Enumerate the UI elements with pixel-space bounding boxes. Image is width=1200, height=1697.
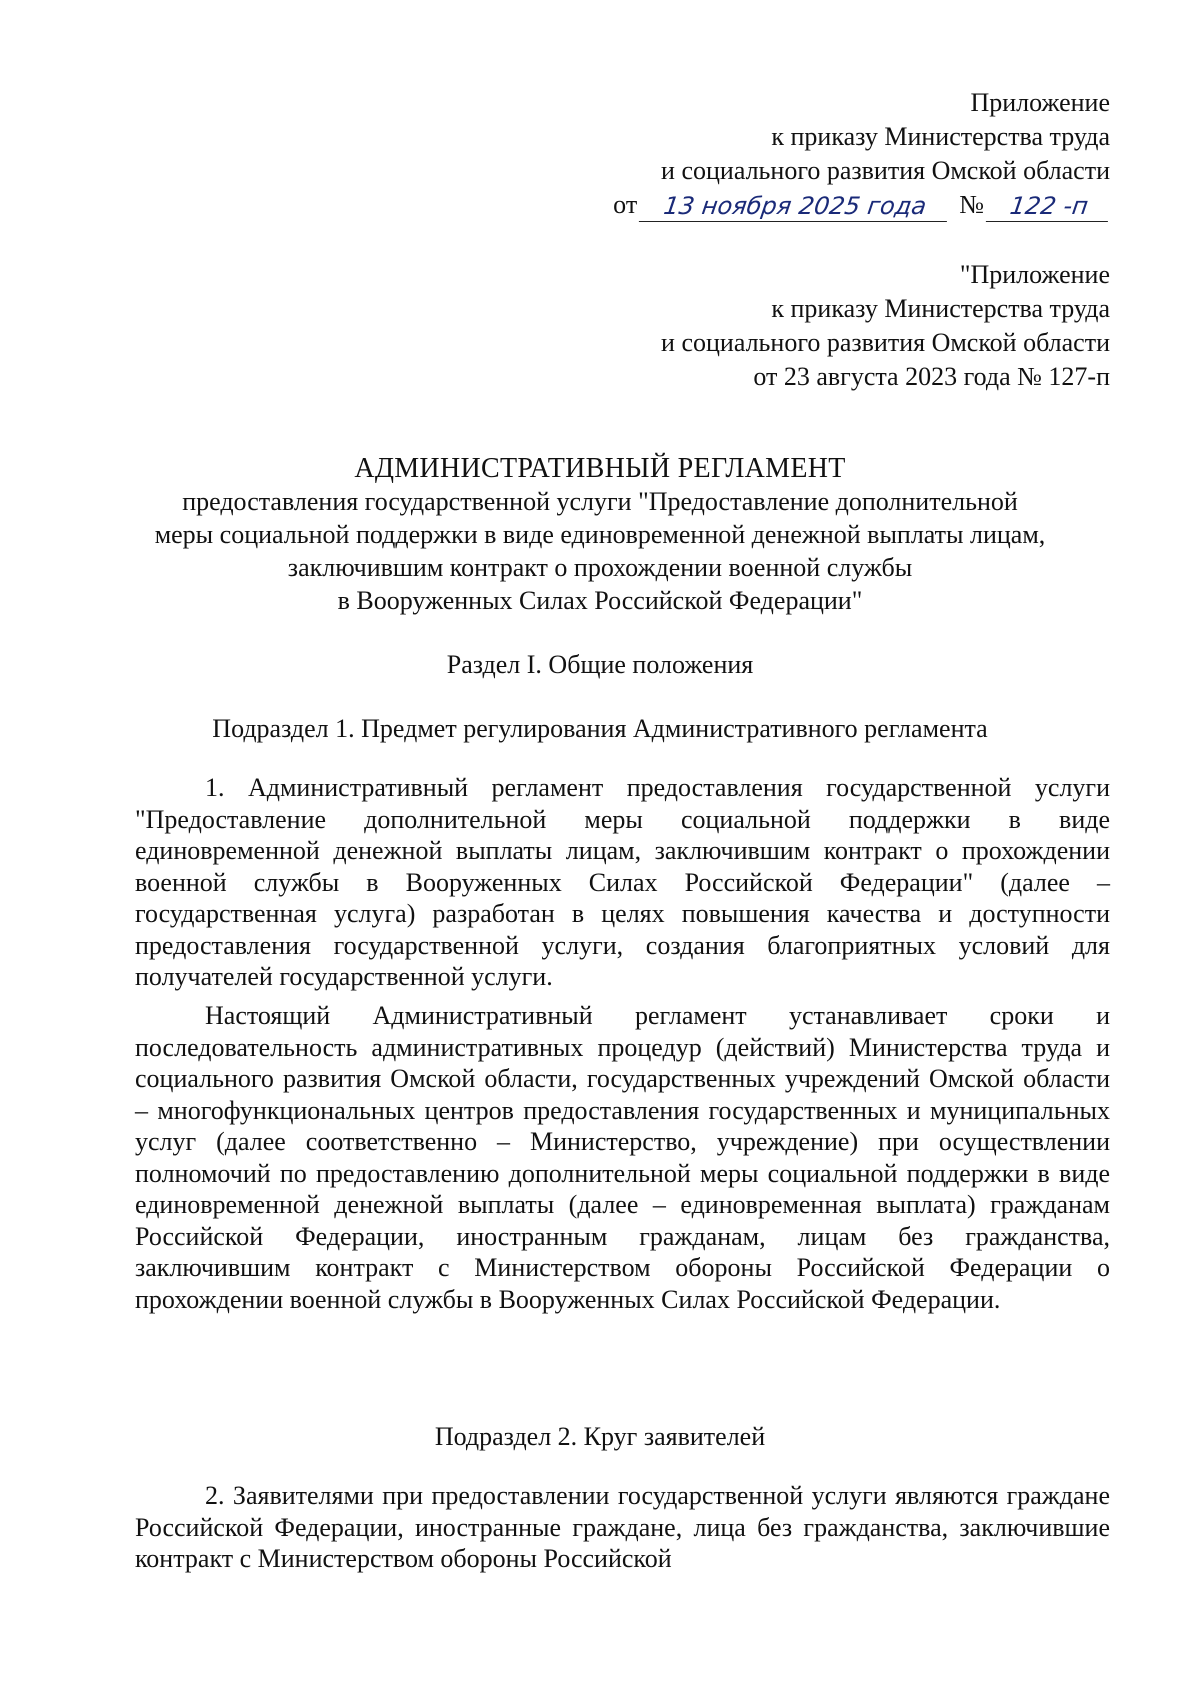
appendix-header-original [661,258,1110,394]
order-reference-line: к приказу Министерства труда [771,122,1110,151]
document-title: АДМИНИСТРАТИВНЫЙ РЕГЛАМЕНТ [354,453,846,484]
original-date-number-line: от 23 августа 2023 года № 127-п [753,362,1110,391]
paragraph-2 [135,1000,1110,1315]
title-subline-4: в Вооруженных Силах Российской Федерации" [337,586,863,615]
original-ministry-line: и социального развития Омской области [661,328,1110,357]
original-appendix-label: "Приложение [959,260,1110,289]
appendix-header-current [613,86,1110,222]
handwritten-date: 13 ноября 2025 года [639,191,951,222]
paragraph-2-text: Настоящий Административный регламент устанавливает сроки и последовательность административных процедур (действий) Министерства труда и социального развития Омской области, государственных учреждений Омской области – многофункциональных центров предоставления государственных и муниципальных услуг (далее соответственно – Министерство, учреждение) при осуществлении полномочий по предоставлению дополнительной меры социальной поддержки в виде единовременной денежной выплаты (далее – единовременная выплата) гражданам Российской Федерации, иностранным гражданам, лицам без гражданства, заключившим контракт с Министерством обороны Российской Федерации о прохождении военной службы в Вооруженных Силах Российской Федерации. [135,1001,1110,1314]
subsection-2-heading: Подраздел 2. Круг заявителей [434,1422,766,1451]
ministry-line: и социального развития Омской области [661,156,1110,185]
paragraph-1-text: 1. Административный регламент предоставления государственной услуги "Предоставление дополнительной меры социальной поддержки в виде единовременной денежной выплаты лицам, заключившим контракт о прохождении военной службы в Вооруженных Силах Российской Федерации" (далее – государственная услуга) разработан в целях повышения качества и доступности предоставления государственной услуги, создания благоприятных условий для получателей государственной услуги. [135,773,1110,991]
paragraph-1 [135,772,1110,993]
document-title-block [0,452,1200,617]
section-1-heading: Раздел I. Общие положения [446,650,754,679]
title-subline-1: предоставления государственной услуги "Предоставление дополнительной [182,487,1018,516]
handwritten-number: 122 -п [986,191,1112,222]
title-subline-2: меры социальной поддержки в виде единовременной денежной выплаты лицам, [154,520,1046,549]
paragraph-3 [135,1480,1110,1575]
original-order-reference-line: к приказу Министерства труда [771,294,1110,323]
number-sign: № [959,190,984,219]
paragraph-3-text: 2. Заявителями при предоставлении государственной услуги являются граждане Российской Федерации, иностранные граждане, лица без гражданства, заключившие контракт с Министерством обороны Российской [135,1481,1110,1573]
title-subline-3: заключившим контракт о прохождении военной службы [287,553,913,582]
date-number-line [613,188,1110,222]
date-prefix: от [613,190,638,219]
subsection-1-heading: Подраздел 1. Предмет регулирования Административного регламента [212,714,988,743]
appendix-label: Приложение [970,88,1110,117]
